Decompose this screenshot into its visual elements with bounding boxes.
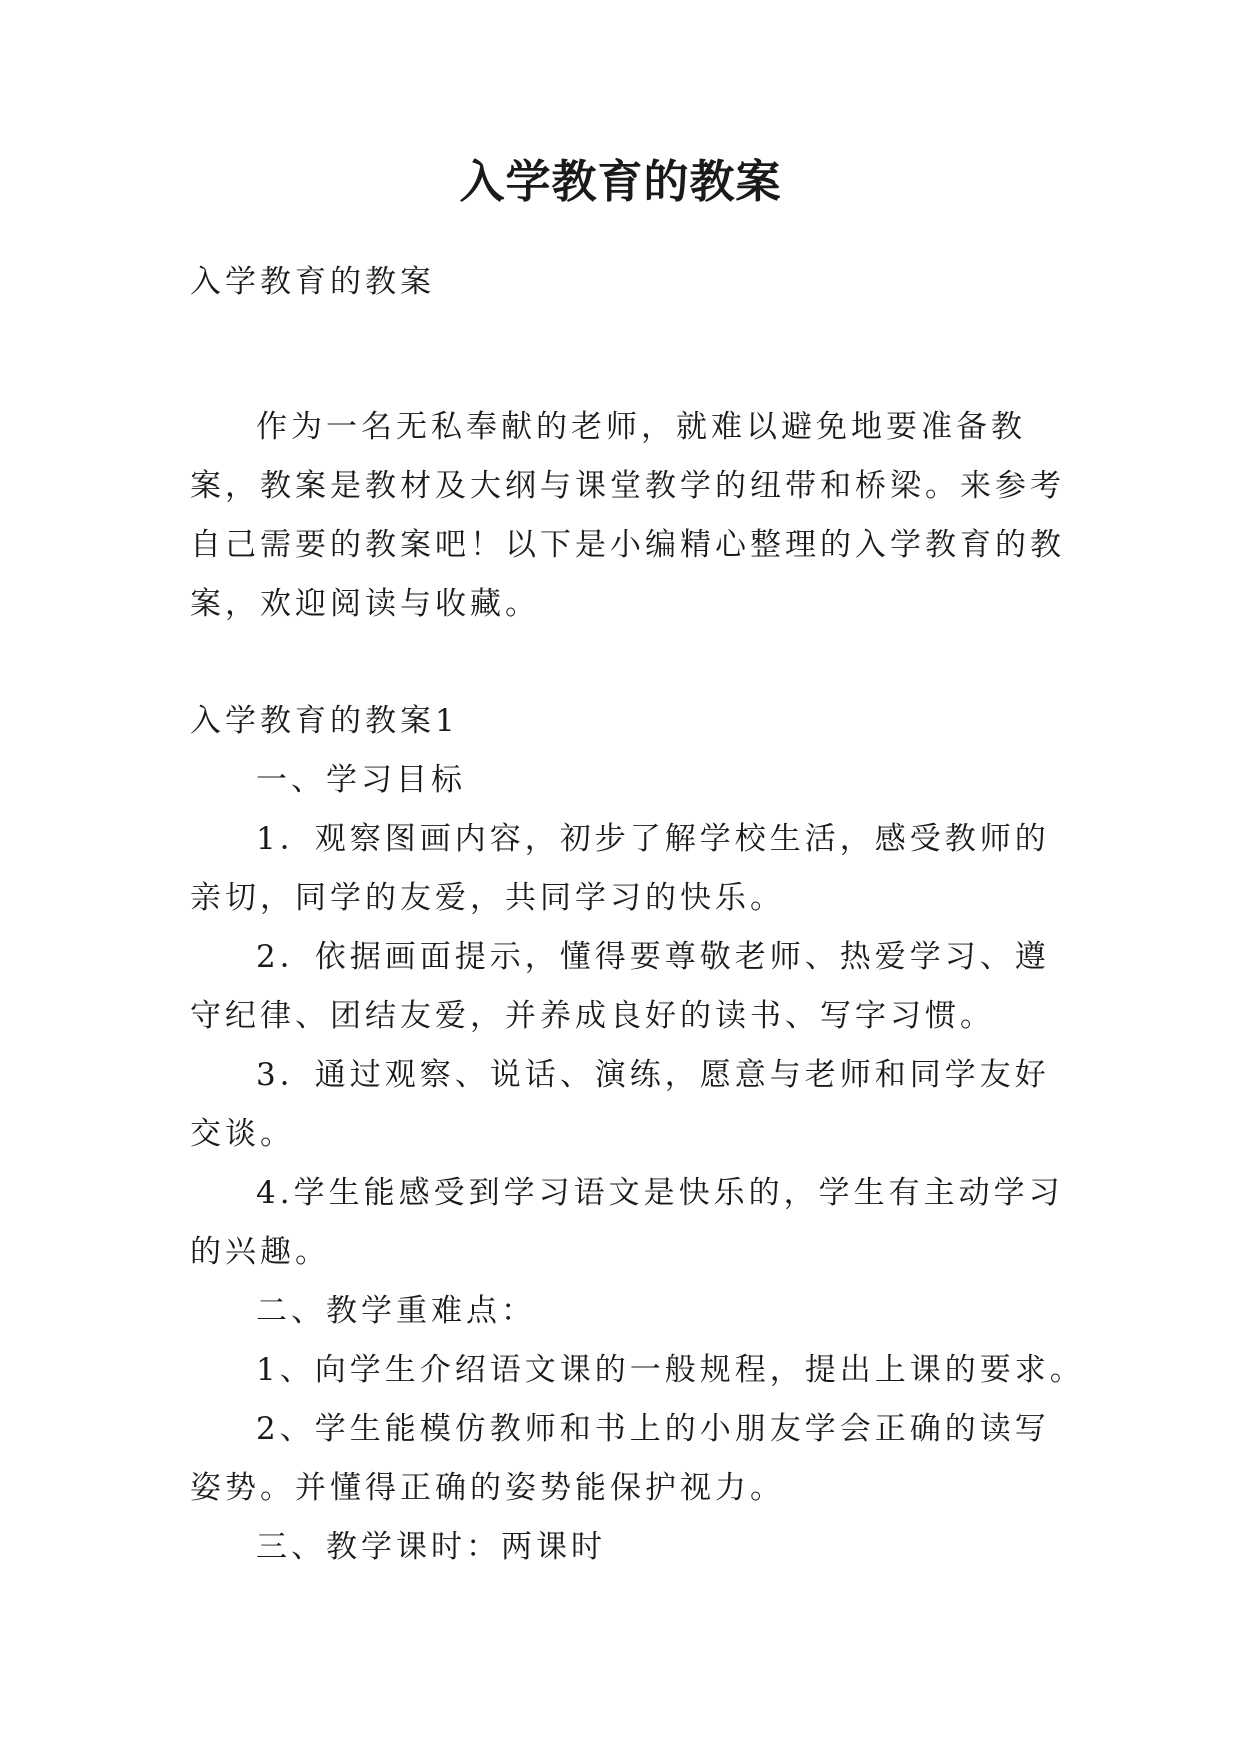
key-points-heading: 二、教学重难点：	[256, 1293, 536, 1329]
intro-paragraph: 作为一名无私奉献的老师，就难以避免地要准备教案，教案是教材及大纲与课堂教学的纽带和桥梁。来参考自己需要的教案吧！以下是小编精心整理的入学教育的教案，欢迎阅读与收藏。	[190, 409, 1065, 622]
objectives-heading: 一、学习目标	[256, 762, 466, 798]
key-point-item-2: 2、学生能模仿教师和书上的小朋友学会正确的读写姿势。并懂得正确的姿势能保护视力。	[190, 1411, 1050, 1506]
key-point-item-1: 1、向学生介绍语文课的一般规程，提出上课的要求。	[256, 1352, 1085, 1388]
objective-item-2: 2．依据画面提示，懂得要尊敬老师、热爱学习、遵守纪律、团结友爱，并养成良好的读书、写字习惯。	[190, 939, 1050, 1034]
section-heading: 入学教育的教案1	[190, 703, 459, 739]
objective-item-1: 1．观察图画内容，初步了解学校生活，感受教师的亲切，同学的友爱，共同学习的快乐。	[190, 821, 1050, 916]
lesson-hours-heading: 三、教学课时：两课时	[256, 1529, 606, 1565]
document-title: 入学教育的教案	[459, 155, 782, 208]
objective-item-3: 3．通过观察、说话、演练，愿意与老师和同学友好交谈。	[190, 1057, 1050, 1152]
objective-item-4: 4.学生能感受到学习语文是快乐的，学生有主动学习的兴趣。	[190, 1175, 1064, 1270]
document-subtitle: 入学教育的教案	[190, 264, 435, 300]
